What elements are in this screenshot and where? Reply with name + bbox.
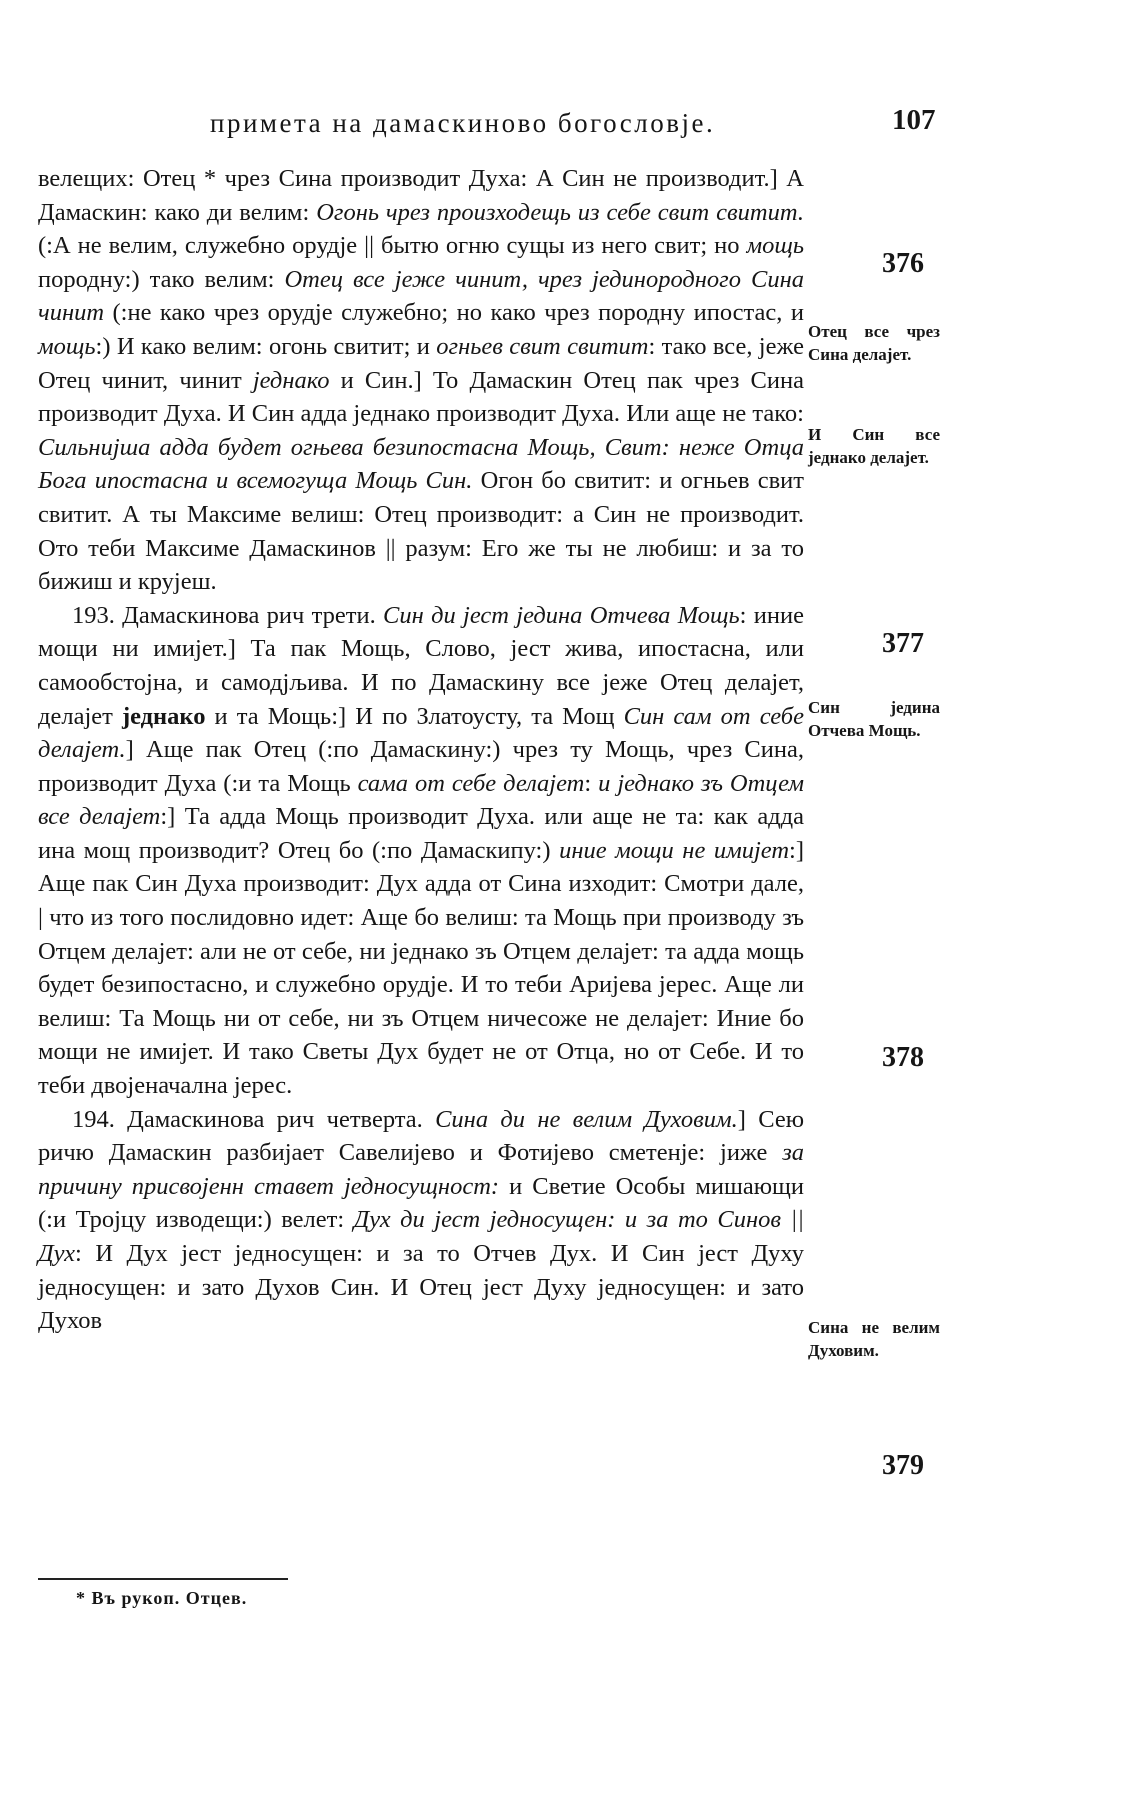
- paragraph-192-continued: велещих: Отец * чрез Сина производит Духа: А Син не производит.] А Дамаскин: како ди велим: Огонь чрез произходещь из себе свит свитит. (:А не велим, служебно орудје || бытю огню сущы из него свит; но мощь породну:) тако велим: Отец все јеже чинит, чрез јединородного Сина чинит (:не како чрез орудје служебно; но како чрез породну ипостас, и мощь:) И како велим: огонь свитит; и огньев свит свитит: тако все, јеже Отец чинит, чинит једнако и Син.] То Дамаскин Отец пак чрез Сина производит Духа. И Син адда једнако производит Духа. Или аще не тако: Сильнијша адда будет огњева безипостасна Мощь, Свит: неже Отца Бога ипостасна и всемогуща Мощь Син. Огон бо свитит: и огньев свит свитит. А ты Максиме велиш: Отец производит: а Син не производит. Ото теби Максиме Дамаскинов || разум: Его же ты не любиш: и за то бижиш и крујеш.: [38, 165, 805, 596]
- margin-line-number: 379: [882, 1450, 924, 1481]
- running-title: примета на дамаскиново богословје.: [210, 108, 716, 138]
- margin-note: Син једина Отчева Мощь.: [808, 698, 940, 740]
- margin-note: Отец все чрез Сина делајет.: [808, 322, 940, 364]
- footnote-divider: [38, 1578, 288, 1580]
- margin-line-number: 378: [882, 1042, 924, 1073]
- margin-note: И Син все једнако делајет.: [808, 425, 940, 467]
- footnote: * Въ рукоп. Отцев.: [76, 1588, 248, 1608]
- main-text: [38, 162, 804, 1338]
- paragraph-194: 194. Дамаскинова рич четверта. Сина ди не велим Духовим.] Сею ричю Дамаскин разбијает Савелијево и Фотијево сметенје: јиже за причину присвојенн ставет једносущност: и Светие Особы мишающи (:и Тројцу изводещи:) велет: Дух ди јест једносущен: и за то Синов || Дух: И Дух јест једносущен: и за то Отчев Дух. И Син јест Духу једносущен: и зато Духов Син. И Отец јест Духу једносущен: и зато Духов: [38, 1105, 805, 1335]
- paragraph-193: 193. Дамаскинова рич трети. Син ди јест једина Отчева Мощь: иние мощи ни имијет.] Та пак Мощь, Слово, јест жива, ипостасна, или самообстојна, и самодјљива. И по Дамаскину все јеже Отец делајет, делајет једнако и та Мощь:] И по Златоусту, та Мощ Син сам от себе делајет.] Аще пак Отец (:по Дамаскину:) чрез ту Мощь, чрез Сина, производит Духа (:и та Мощь сама от себе делајет: и једнако зъ Отцем все делајет:] Та адда Мощь производит Духа. или аще не та: как адда ина мощ производит? Отец бо (:по Дамаскипу:) иние мощи не имијет:] Аще пак Син Духа производит: Дух адда от Сина изходит: Смотри дале, | что из того послидовно идет: Аще бо велиш: та Мощь при производу зъ Отцем делајет: али не от себе, ни једнако зъ Отцем делајет: та адда мощь будет безипостасно, и служебно орудје. И то теби Аријева јерес. Аще ли велиш: Та Мощь ни от себе, ни зъ Отцем ничесоже не делајет: Иние бо мощи не имијет. И тако Светы Дух будет не от Отца, но от Себе. И то теби двојеначална јерес.: [38, 601, 805, 1100]
- margin-line-number: 376: [882, 248, 924, 279]
- page-number: 107: [892, 104, 936, 136]
- margin-line-number: 377: [882, 628, 924, 659]
- margin-note: Сина не велим Духовим.: [808, 1318, 940, 1360]
